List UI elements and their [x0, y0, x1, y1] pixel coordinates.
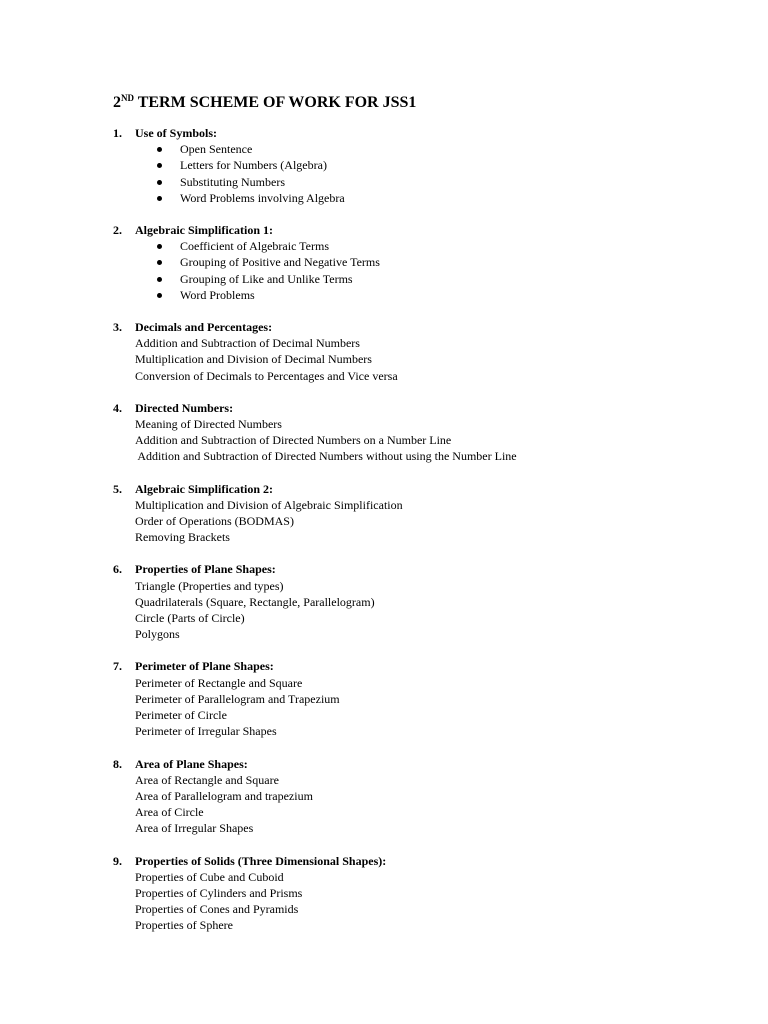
subtopic-text: Word Problems involving Algebra	[180, 190, 345, 205]
topic-item	[113, 561, 733, 642]
subtopic-item	[135, 351, 733, 367]
subtopic-item	[135, 497, 733, 513]
topic-item	[113, 481, 733, 546]
topic-item	[113, 658, 733, 739]
subtopic-text: Circle (Parts of Circle)	[135, 611, 245, 626]
bullet-dot-icon	[157, 293, 162, 298]
subtopic-text: Substituting Numbers	[180, 174, 286, 189]
topic-list	[113, 125, 733, 950]
subtopic-list	[135, 335, 733, 384]
subtopic-item	[135, 610, 733, 626]
topic-number: 6.	[113, 562, 122, 577]
bullet-list	[135, 238, 733, 303]
subtopic-item	[135, 448, 733, 464]
topic-item	[113, 756, 733, 837]
topic-heading: Algebraic Simplification 1:	[135, 223, 273, 238]
subtopic-text: Grouping of Positive and Negative Terms	[180, 255, 380, 270]
subtopic-text: Perimeter of Rectangle and Square	[135, 675, 303, 690]
subtopic-text: Addition and Subtraction of Directed Numbers on a Number Line	[135, 433, 452, 448]
topic-heading: Perimeter of Plane Shapes:	[135, 659, 274, 674]
bullet-item	[180, 238, 733, 254]
title-superscript: ND	[121, 93, 134, 103]
subtopic-text: Addition and Subtraction of Decimal Numbers	[135, 336, 360, 351]
title-rest: TERM SCHEME OF WORK FOR JSS1	[134, 94, 417, 111]
topic-number: 8.	[113, 756, 122, 771]
bullet-item	[180, 271, 733, 287]
subtopic-list	[135, 772, 733, 837]
bullet-item	[180, 157, 733, 173]
subtopic-item	[135, 723, 733, 739]
subtopic-text: Meaning of Directed Numbers	[135, 417, 282, 432]
subtopic-text: Perimeter of Parallelogram and Trapezium	[135, 691, 340, 706]
topic-number: 2.	[113, 223, 122, 238]
topic-heading: Algebraic Simplification 2:	[135, 481, 273, 496]
subtopic-list	[135, 578, 733, 643]
topic-heading: Use of Symbols:	[135, 126, 218, 140]
subtopic-text: Conversion of Decimals to Percentages and Vice versa	[135, 368, 398, 383]
subtopic-list	[135, 675, 733, 740]
topic-heading: Area of Plane Shapes:	[135, 756, 248, 771]
subtopic-text: Area of Rectangle and Square	[135, 772, 279, 787]
subtopic-item	[135, 804, 733, 820]
subtopic-text: Multiplication and Division of Decimal Numbers	[135, 352, 372, 367]
subtopic-item	[135, 772, 733, 788]
topic-heading: Directed Numbers:	[135, 400, 234, 415]
topic-number: 1.	[113, 126, 122, 140]
bullet-item	[180, 141, 733, 157]
subtopic-text: Properties of Cylinders and Prisms	[135, 885, 303, 900]
bullet-item	[180, 190, 733, 206]
topic-item	[113, 222, 733, 303]
subtopic-item	[135, 368, 733, 384]
subtopic-text: Removing Brackets	[135, 530, 230, 545]
subtopic-item	[135, 869, 733, 885]
subtopic-text: Triangle (Properties and types)	[135, 578, 284, 593]
subtopic-text: Addition and Subtraction of Directed Numbers without using the Number Line	[135, 449, 517, 464]
bullet-dot-icon	[157, 163, 162, 168]
subtopic-text: Area of Parallelogram and trapezium	[135, 788, 313, 803]
subtopic-text: Multiplication and Division of Algebraic Simplification	[135, 497, 403, 512]
title-prefix: 2	[113, 94, 121, 111]
subtopic-item	[135, 594, 733, 610]
subtopic-text: Polygons	[135, 627, 180, 642]
subtopic-text: Word Problems	[180, 287, 255, 302]
subtopic-item	[135, 513, 733, 529]
topic-item	[113, 400, 733, 465]
bullet-dot-icon	[157, 260, 162, 265]
topic-number: 4.	[113, 400, 122, 415]
subtopic-text: Coefficient of Algebraic Terms	[180, 239, 330, 254]
bullet-dot-icon	[157, 180, 162, 185]
subtopic-text: Properties of Cones and Pyramids	[135, 902, 299, 917]
subtopic-text: Area of Irregular Shapes	[135, 821, 254, 836]
subtopic-text: Perimeter of Irregular Shapes	[135, 724, 277, 739]
bullet-dot-icon	[157, 244, 162, 249]
subtopic-item	[135, 432, 733, 448]
subtopic-item	[135, 675, 733, 691]
topic-heading: Properties of Plane Shapes:	[135, 562, 276, 577]
subtopic-text: Letters for Numbers (Algebra)	[180, 158, 327, 173]
subtopic-text: Properties of Sphere	[135, 918, 233, 933]
subtopic-item	[135, 788, 733, 804]
bullet-dot-icon	[157, 277, 162, 282]
topic-item	[113, 125, 733, 206]
topic-number: 5.	[113, 481, 122, 496]
bullet-item	[180, 254, 733, 270]
topic-number: 3.	[113, 320, 122, 335]
subtopic-text: Perimeter of Circle	[135, 708, 227, 723]
topic-heading: Decimals and Percentages:	[135, 320, 273, 335]
subtopic-item	[135, 917, 733, 933]
bullet-list	[135, 141, 733, 206]
bullet-dot-icon	[157, 147, 162, 152]
topic-number: 7.	[113, 659, 122, 674]
subtopic-text: Properties of Cube and Cuboid	[135, 869, 284, 884]
subtopic-text: Quadrilaterals (Square, Rectangle, Parallelogram)	[135, 594, 375, 609]
subtopic-item	[135, 820, 733, 836]
subtopic-text: Order of Operations (BODMAS)	[135, 514, 294, 529]
subtopic-text: Open Sentence	[180, 142, 253, 157]
subtopic-item	[135, 529, 733, 545]
subtopic-item	[135, 901, 733, 917]
topic-item	[113, 853, 733, 934]
topic-heading: Properties of Solids (Three Dimensional Shapes):	[135, 853, 387, 868]
subtopic-item	[135, 885, 733, 901]
bullet-item	[180, 174, 733, 190]
bullet-item	[180, 287, 733, 303]
subtopic-list	[135, 869, 733, 934]
subtopic-text: Grouping of Like and Unlike Terms	[180, 271, 353, 286]
bullet-dot-icon	[157, 196, 162, 201]
subtopic-text: Area of Circle	[135, 805, 204, 820]
subtopic-item	[135, 416, 733, 432]
page-title	[113, 92, 416, 114]
topic-item	[113, 319, 733, 384]
subtopic-item	[135, 626, 733, 642]
subtopic-item	[135, 707, 733, 723]
subtopic-item	[135, 578, 733, 594]
subtopic-item	[135, 691, 733, 707]
subtopic-list	[135, 416, 733, 465]
subtopic-item	[135, 335, 733, 351]
subtopic-list	[135, 497, 733, 546]
topic-number: 9.	[113, 853, 122, 868]
